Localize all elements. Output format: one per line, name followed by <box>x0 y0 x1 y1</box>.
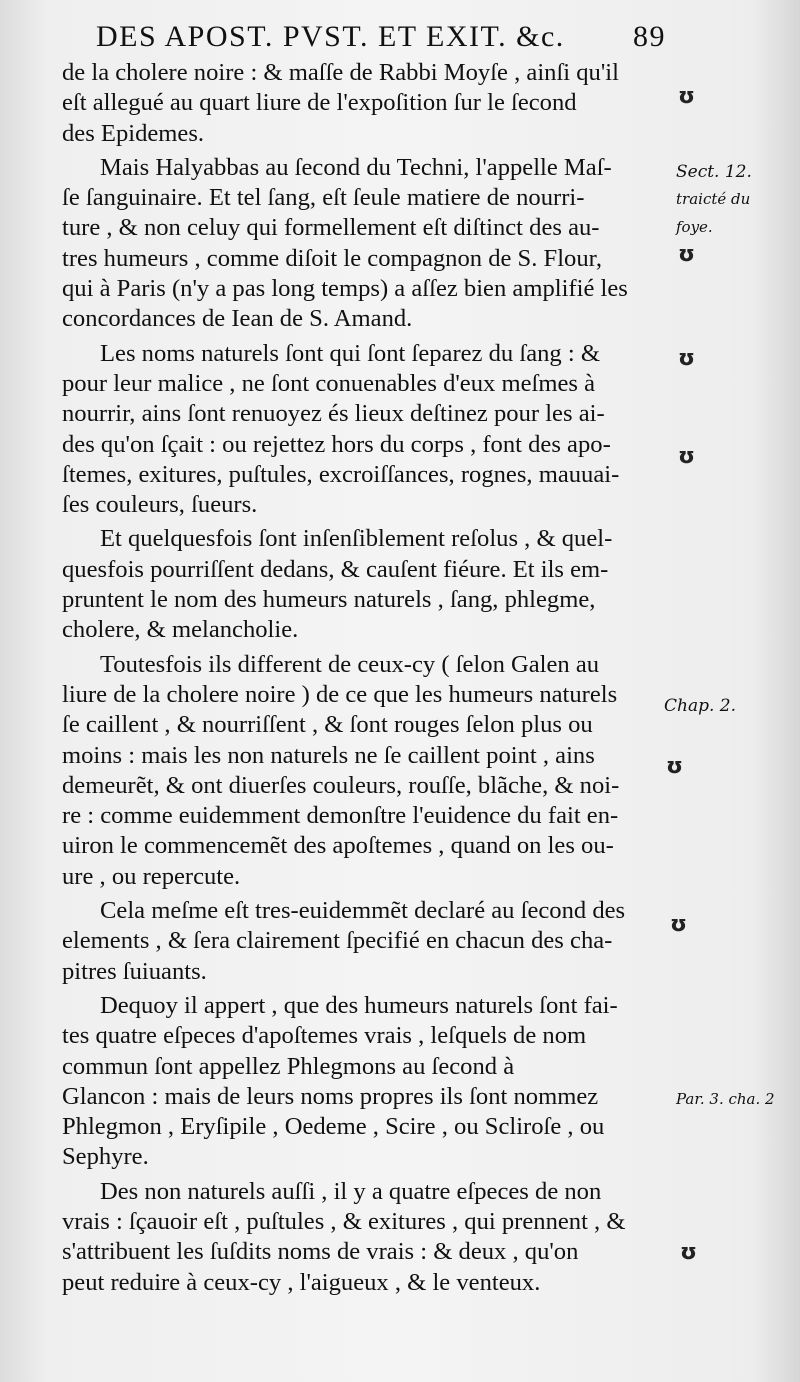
text-line: s'attribuent les ſuſdits noms de vrais : & deux , qu'on <box>62 1238 579 1266</box>
running-title: DES APOST. PVST. ET EXIT. &c. <box>96 20 565 53</box>
text-line: cholere, & melancholie. <box>62 616 299 644</box>
marginal-sign-icon: ʊ <box>670 912 687 937</box>
text-line: eſt allegué au quart liure de l'expoſition ſur le ſecond <box>62 89 577 117</box>
margin-note-par: Par. 3. cha. 2 <box>676 1090 775 1108</box>
text-line: re : comme euidemment demonſtre l'euidence du fait en- <box>62 802 619 830</box>
text-line: moins : mais les non naturels ne ſe caillent point , ains <box>62 741 595 769</box>
text-line: Dequoy il appert , que des humeurs naturels ſont fai- <box>100 991 618 1019</box>
text-line: qui à Paris (n'y a pas long temps) a aſſez bien amplifié les <box>62 275 628 303</box>
text-line: de la cholere noire : & maſſe de Rabbi Moyſe , ainſi qu'il <box>62 59 619 86</box>
text-line: elements , & ſera clairement ſpecifié en chacun des cha- <box>62 927 613 955</box>
text-line: liure de la cholere noire ) de ce que les humeurs naturels <box>62 680 618 708</box>
text-line: Sephyre. <box>62 1143 149 1171</box>
text-line: pruntent le nom des humeurs naturels , ſang, phlegme, <box>62 586 596 614</box>
text-line: Des non naturels auſſi , il y a quatre eſpeces de non <box>100 1177 602 1205</box>
text-line: ſe caillent , & nourriſſent , & ſont rouges ſelon plus ou <box>62 711 593 739</box>
text-line: pitres ſuiuants. <box>62 957 207 985</box>
text-line: quesfois pourriſſent dedans, & cauſent fiéure. Et ils em- <box>62 555 609 583</box>
text-line: Cela meſme eſt tres-euidemmẽt declaré au ſecond des <box>100 897 626 925</box>
text-line: peut reduire à ceux-cy , l'aigueux , & le venteux. <box>62 1268 541 1296</box>
marginal-sign-icon: ʊ <box>678 346 695 371</box>
text-line: demeurẽt, & ont diuerſes couleurs, rouſſe, blãche, & noi- <box>62 771 620 799</box>
text-line: Glancon : mais de leurs noms propres ils ſont nommez <box>62 1082 599 1110</box>
text-line: Phlegmon , Eryſipile , Oedeme , Scire , ou Scliroſe , ou <box>62 1113 605 1141</box>
running-head <box>96 20 666 54</box>
body-text <box>62 58 672 1298</box>
margin-note-chap: Chap. 2. <box>664 696 737 716</box>
text-line: Mais Halyabbas au ſecond du Techni, l'appelle Maſ- <box>100 153 612 181</box>
text-line: ſes couleurs, ſueurs. <box>62 491 258 519</box>
text-line: pour leur malice , ne ſont conuenables d'eux meſmes à <box>62 369 596 397</box>
text-line: des Epidemes. <box>62 119 205 147</box>
margin-note-foye: foye. <box>676 218 713 236</box>
text-line: ſe ſanguinaire. Et tel ſang, eſt ſeule matiere de nourri- <box>62 184 585 212</box>
text-line: uiron le commencemẽt des apoſtemes , quand on les ou- <box>62 832 614 860</box>
text-line: des qu'on ſçait : ou rejettez hors du corps , font des apo- <box>62 430 611 458</box>
text-line: nourrir, ains ſont renuoyez és lieux deſtinez pour les ai- <box>62 400 605 428</box>
marginal-sign-icon: ʊ <box>678 84 695 109</box>
marginal-sign-icon: ʊ <box>666 754 683 779</box>
marginal-sign-icon: ʊ <box>678 444 695 469</box>
text-line: ure , ou repercute. <box>62 862 241 890</box>
marginal-sign-icon: ʊ <box>678 242 695 267</box>
margin-note-traicte: traicté du <box>676 190 751 208</box>
text-line: tres humeurs , comme diſoit le compagnon de S. Flour, <box>62 244 602 272</box>
text-line: Et quelquesfois ſont inſenſiblement reſolus , & quel- <box>100 525 613 553</box>
text-line: Toutesfois ils different de ceux-cy ( ſelon Galen au <box>100 650 600 678</box>
text-line: concordances de Iean de S. Amand. <box>62 305 413 333</box>
text-line: vrais : ſçauoir eſt , puſtules , & exitures , qui prennent , & <box>62 1207 626 1235</box>
marginal-sign-icon: ʊ <box>680 1240 697 1265</box>
text-line: ture , & non celuy qui formellement eſt diſtinct des au- <box>62 214 600 242</box>
text-line: Les noms naturels ſont qui ſont ſeparez du ſang : & <box>100 339 600 367</box>
margin-note-sect: Sect. 12. <box>676 162 752 182</box>
text-line: ſtemes, exitures, puſtules, excroiſſances, rognes, mauuai- <box>62 460 620 488</box>
text-line: tes quatre eſpeces d'apoſtemes vrais , leſquels de nom <box>62 1022 587 1050</box>
text-line: commun ſont appellez Phlegmons au ſecond à <box>62 1052 515 1080</box>
page-number: 89 <box>633 20 666 53</box>
